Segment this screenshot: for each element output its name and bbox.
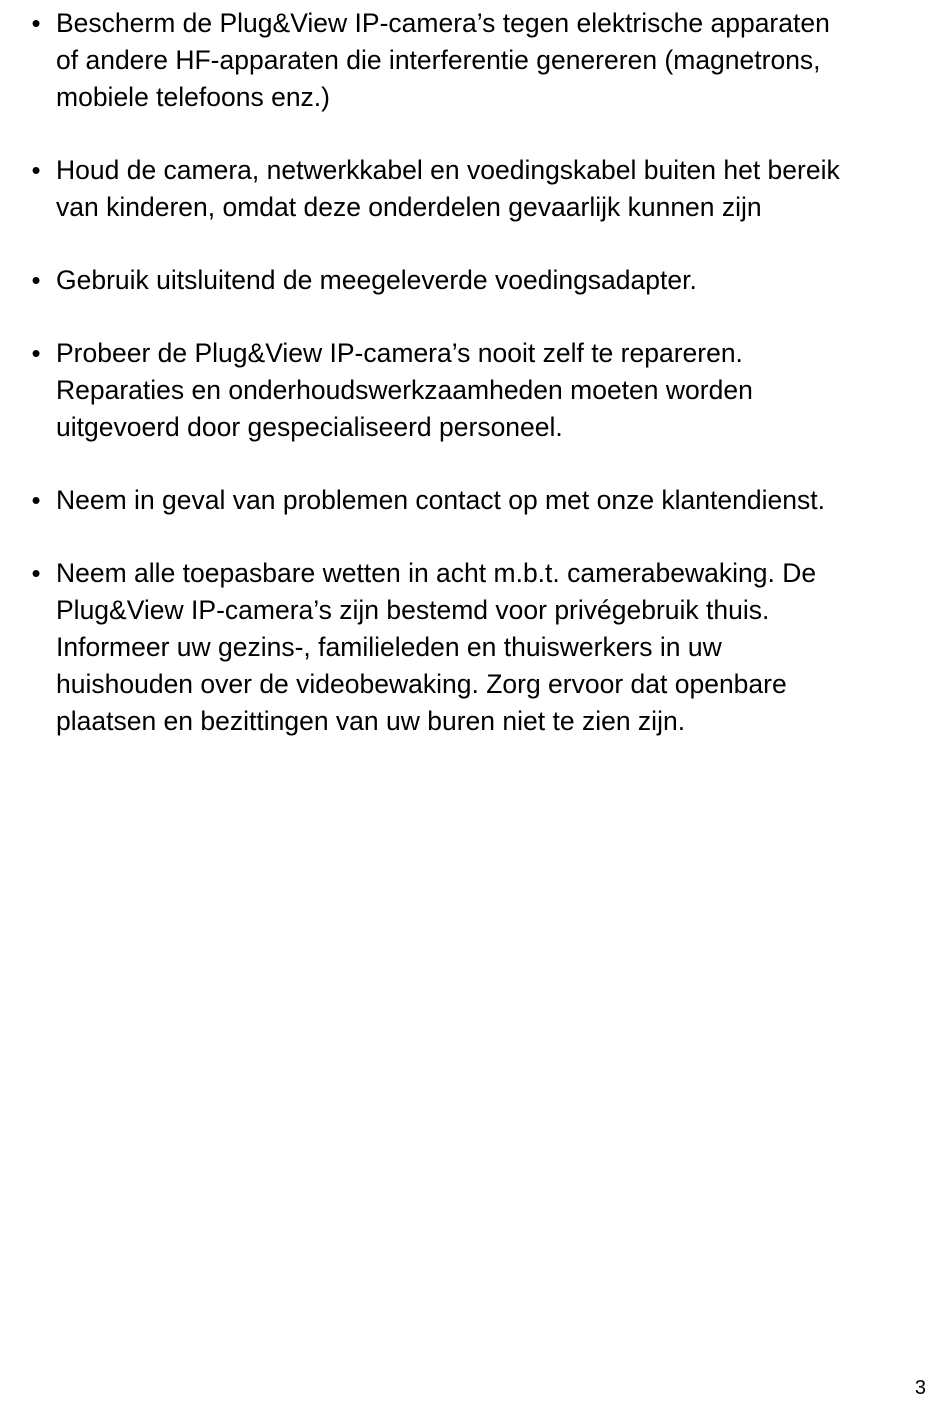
list-item-text-line: uitgevoerd door gespecialiseerd personeel. — [56, 412, 563, 442]
page-number: 3 — [914, 1377, 926, 1399]
list-item-text-line: huishouden over de videobewaking. Zorg ervoor dat openbare — [56, 669, 787, 699]
safety-instructions-list — [0, 5, 950, 740]
list-item-text-line: van kinderen, omdat deze onderdelen gevaarlijk kunnen zijn — [56, 192, 762, 222]
list-item-text-line: Bescherm de Plug&View IP-camera’s tegen elektrische apparaten — [56, 8, 830, 38]
list-item-text-line: Houd de camera, netwerkkabel en voedingskabel buiten het bereik — [56, 155, 840, 185]
list-item — [0, 262, 950, 299]
list-item — [0, 5, 950, 116]
list-item — [0, 555, 950, 740]
list-item-text-line: plaatsen en bezittingen van uw buren niet te zien zijn. — [56, 706, 686, 736]
list-item-text-line: Reparaties en onderhoudswerkzaamheden moeten worden — [56, 375, 753, 405]
list-item-text-line: of andere HF-apparaten die interferentie genereren (magnetrons, — [56, 45, 821, 75]
list-item — [0, 152, 950, 226]
list-item — [0, 335, 950, 446]
bullet-icon: • — [31, 155, 41, 185]
bullet-icon: • — [31, 558, 41, 588]
bullet-icon: • — [31, 265, 41, 295]
list-item — [0, 482, 950, 519]
list-item-text-line: Plug&View IP-camera’s zijn bestemd voor privégebruik thuis. — [56, 595, 770, 625]
list-item-text-line: Neem alle toepasbare wetten in acht m.b.t. camerabewaking. De — [56, 558, 817, 588]
bullet-icon: • — [31, 8, 41, 38]
list-item-text-line: Probeer de Plug&View IP-camera’s nooit zelf te repareren. — [56, 338, 743, 368]
list-item-text-line: Gebruik uitsluitend de meegeleverde voedingsadapter. — [56, 265, 697, 295]
list-item-text-line: Informeer uw gezins-, familieleden en thuiswerkers in uw — [56, 632, 722, 662]
bullet-icon: • — [31, 338, 41, 368]
bullet-icon: • — [31, 485, 41, 515]
list-item-text-line: mobiele telefoons enz.) — [56, 82, 330, 112]
list-item-text-line: Neem in geval van problemen contact op met onze klantendienst. — [56, 485, 825, 515]
